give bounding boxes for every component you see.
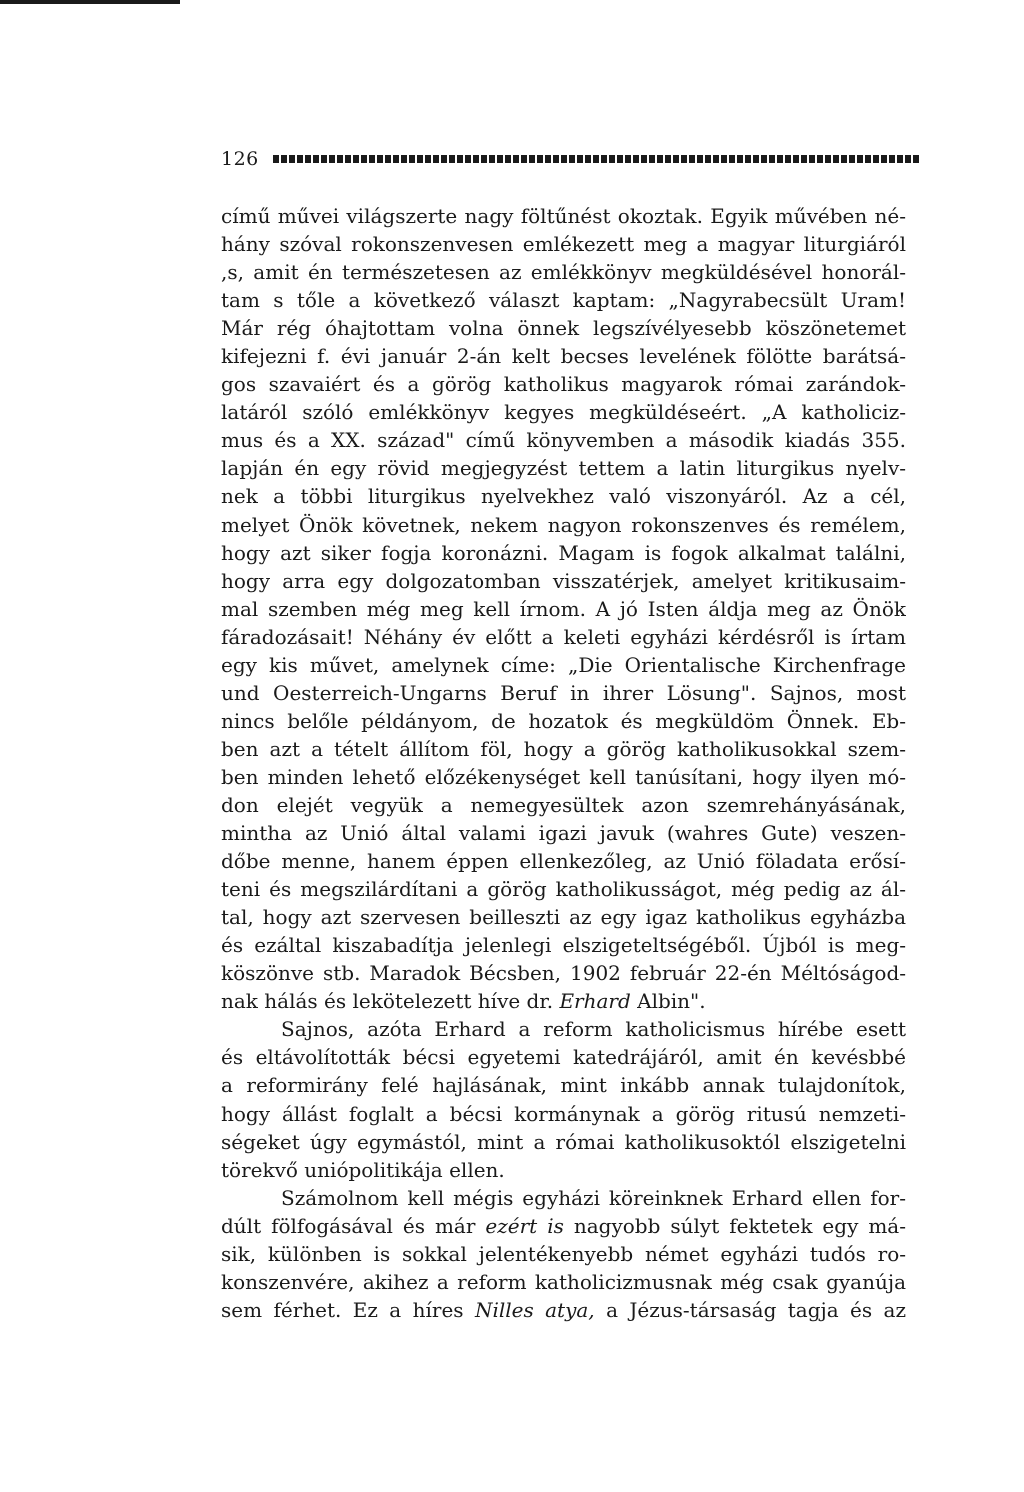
- text-segment: mal szemben még meg kell írnom. A jó Isten áldja meg az Önök: [221, 596, 906, 621]
- top-edge-rule: [0, 0, 180, 4]
- text-segment: nagyobb súlyt fektetek egy má-: [563, 1213, 906, 1238]
- text-line: [221, 623, 906, 651]
- text-line: [221, 314, 906, 342]
- text-segment: don elejét vegyük a nemegyesültek azon szemrehányásának,: [221, 792, 906, 817]
- text-segment: egy kis művet, amelynek címe: „Die Orientalische Kirchenfrage: [221, 652, 906, 677]
- text-segment: teni és megszilárdítani a görög katholikusságot, még pedig az ál-: [221, 877, 906, 902]
- text-segment: tam s tőle a következő választ kaptam: „Nagyrabecsült Uram!: [221, 288, 906, 313]
- text-segment: Albin".: [630, 989, 706, 1014]
- text-line: [221, 651, 906, 679]
- text-segment: című művei világszerte nagy föltűnést okoztak. Egyik művében né-: [221, 204, 906, 228]
- text-line: [221, 567, 906, 595]
- text-line: [221, 1128, 906, 1156]
- text-line: [221, 1240, 906, 1268]
- text-segment: konszenvére, akihez a reform katholicizmusnak még csak gyanúja: [221, 1269, 906, 1294]
- text-segment: hogy állást foglalt a bécsi kormánynak a görög ritusú nemzeti-: [221, 1101, 906, 1126]
- text-segment: tal, hogy azt szervesen beilleszti az egy igaz katholikus egyházba: [221, 905, 906, 930]
- text-line: [221, 791, 906, 819]
- text-line: [221, 426, 906, 454]
- text-segment: és ezáltal kiszabadítja jelenlegi elszigeteltségéből. Újból is meg-: [221, 933, 906, 958]
- text-line: [221, 819, 906, 847]
- text-segment: nek a többi liturgikus nyelvekhez való viszonyáról. Az a cél,: [221, 484, 906, 509]
- text-line: [221, 931, 906, 959]
- text-line: [221, 1071, 906, 1099]
- text-segment: kifejezni f. évi január 2-án kelt becses levelének fölötte barátsá-: [221, 344, 906, 369]
- text-line: [221, 679, 906, 707]
- text-line: [221, 1015, 906, 1043]
- text-segment: köszönve stb. Maradok Bécsben, 1902 február 22-én Méltóságod-: [221, 961, 906, 986]
- text-segment: hogy arra egy dolgozatomban visszatérjek, amelyet kritikusaim-: [221, 568, 906, 593]
- text-line: [221, 763, 906, 791]
- text-line: [221, 1156, 906, 1184]
- text-segment: ,s, amit én természetesen az emlékkönyv megküldésével honorál-: [221, 260, 906, 285]
- text-line: [221, 1212, 906, 1240]
- text-segment: sem férhet. Ez a híres: [221, 1297, 475, 1322]
- text-line: [221, 230, 906, 258]
- text-line: [221, 847, 906, 875]
- text-line: [221, 1043, 906, 1071]
- italic-text-segment: Nilles atya,: [474, 1297, 595, 1322]
- text-line: [221, 482, 906, 510]
- text-line: [221, 735, 906, 763]
- text-segment: dúlt fölfogásával és már: [221, 1213, 486, 1238]
- running-header: [221, 146, 921, 172]
- text-line: [221, 370, 906, 398]
- page-number: 126: [221, 148, 259, 170]
- italic-text-segment: ezért is: [485, 1213, 564, 1238]
- text-segment: hány szóval rokonszenvesen emlékezett meg a magyar liturgiáról: [221, 232, 906, 257]
- text-segment: és eltávolították bécsi egyetemi katedrájáról, amit én kevésbbé: [221, 1045, 906, 1070]
- text-segment: törekvő uniópolitikája ellen.: [221, 1157, 505, 1182]
- text-line: [221, 959, 906, 987]
- text-line: [221, 202, 906, 230]
- text-segment: Már rég óhajtottam volna önnek legszívélyesebb köszönetemet: [221, 316, 906, 341]
- text-line: [221, 342, 906, 370]
- text-line: [221, 875, 906, 903]
- text-segment: und Oesterreich-Ungarns Beruf in ihrer Lösung". Sajnos, most: [221, 680, 906, 705]
- text-line: [221, 1296, 906, 1324]
- text-segment: gos szavaiért és a görög katholikus magyarok római zarándok-: [221, 372, 906, 397]
- text-line: [221, 286, 906, 314]
- text-segment: ségeket úgy egymástól, mint a római katholikusoktól elszigetelni: [221, 1129, 906, 1154]
- text-segment: Sajnos, azóta Erhard a reform katholicismus hírébe esett: [281, 1017, 906, 1042]
- text-segment: latáról szóló emlékkönyv kegyes megküldéseért. „A katholiciz-: [221, 400, 906, 425]
- text-line: [221, 707, 906, 735]
- text-segment: fáradozásait! Néhány év előtt a keleti egyházi kérdésről is írtam: [221, 624, 906, 649]
- text-line: [221, 1268, 906, 1296]
- text-segment: melyet Önök követnek, nekem nagyon rokonszenves és remélem,: [221, 512, 906, 537]
- text-line: [221, 454, 906, 482]
- text-line: [221, 903, 906, 931]
- text-segment: sik, különben is sokkal jelentékenyebb német egyházi tudós ro-: [221, 1241, 906, 1266]
- text-segment: hogy azt siker fogja koronázni. Magam is fogok alkalmat találni,: [221, 540, 906, 565]
- text-line: [221, 258, 906, 286]
- text-segment: ben azt a tételt állítom föl, hogy a görög katholikusokkal szem-: [221, 736, 906, 761]
- text-segment: lapján én egy rövid megjegyzést tettem a latin liturgikus nyelv-: [221, 456, 906, 481]
- text-line: [221, 595, 906, 623]
- text-segment: a reformirány felé hajlásának, mint inkább annak tulajdonítok,: [221, 1073, 906, 1098]
- text-line: [221, 1100, 906, 1128]
- header-ornament-rule: [273, 155, 921, 163]
- text-segment: mintha az Unió által valami igazi javuk (wahres Gute) veszen-: [221, 821, 906, 846]
- text-segment: Számolnom kell mégis egyházi köreinknek Erhard ellen for-: [281, 1185, 906, 1210]
- text-segment: dőbe menne, hanem éppen ellenkezőleg, az Unió föladata erősí-: [221, 849, 906, 874]
- text-segment: ben minden lehető előzékenységet kell tanúsítani, hogy ilyen mó-: [221, 764, 906, 789]
- text-segment: nak hálás és lekötelezett híve dr.: [221, 989, 560, 1014]
- text-segment: a Jézus-társaság tagja és az: [594, 1297, 906, 1322]
- italic-text-segment: Erhard: [559, 989, 631, 1014]
- text-line: [221, 1184, 906, 1212]
- text-line: [221, 398, 906, 426]
- body-text: [221, 202, 906, 1324]
- text-segment: mus és a XX. század" című könyvemben a második kiadás 355.: [221, 428, 906, 453]
- text-line: [221, 511, 906, 539]
- text-segment: nincs belőle példányom, de hozatok és megküldöm Önnek. Eb-: [221, 708, 906, 733]
- text-line: [221, 539, 906, 567]
- text-line: [221, 987, 906, 1015]
